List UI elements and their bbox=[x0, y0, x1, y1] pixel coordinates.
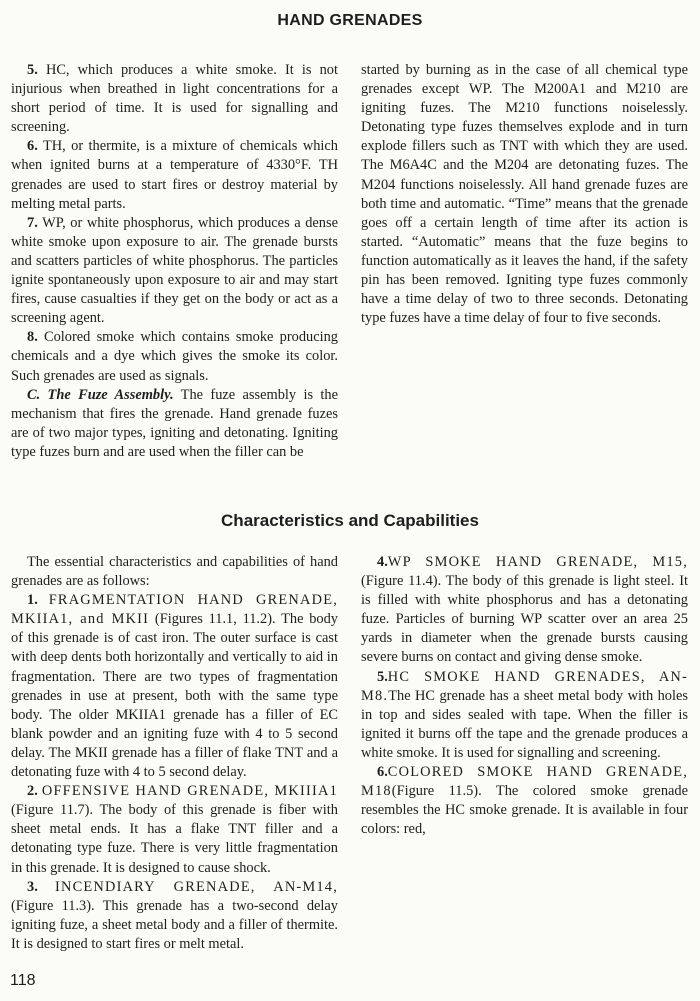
item-number: 1. bbox=[27, 592, 38, 609]
item-text: (Figure 11.7). The body of this grenade is fiber with sheet metal ends. It has a flake TNT filler and a detonating type fuze. There is very little fragmentation in this grenade. It is designed to cause shock. bbox=[11, 802, 338, 876]
list-item bbox=[361, 668, 688, 763]
running-head: HAND GRENADES bbox=[277, 12, 423, 29]
item-number: 3. bbox=[27, 878, 38, 895]
item-title: COLORED SMOKE HAND GRENADE, M18 bbox=[361, 764, 688, 800]
paragraph-text: WP, or white phosphorus, which produces a dense white smoke upon exposure to air. The grenade bursts and scatters particles of white phosphorus. The particles ignite spontaneously upon exposure to air and may start fires, cause casualties if they get on the body or act as a screening agent. bbox=[11, 214, 338, 327]
subsection-label: C. The Fuze Assembly. bbox=[27, 386, 174, 403]
item-text: (Figure 11.3). This grenade has a two-second delay igniting fuze, a sheet metal body and a filler of thermite. It is designed to start fires or melt metal. bbox=[11, 897, 338, 952]
item-title: INCENDIARY GRENADE, AN-M14, bbox=[55, 878, 338, 895]
item-text: The HC grenade has a sheet metal body with holes in top and sides sealed with tape. When the filler is ignited it burns off the tape and the grenade produces a white smoke. It is used for signalling and screening. bbox=[361, 687, 688, 761]
paragraph-text: TH, or thermite, is a mixture of chemicals which when ignited burns at a temperature of 4330°F. TH grenades are used to start fires or destroy material by melting metal parts. bbox=[11, 138, 338, 212]
intro-paragraph: The essential characteristics and capabilities of hand grenades are as follows: bbox=[11, 554, 338, 590]
paragraph-text: started by burning as in the case of all chemical type grenades except WP. The M200A1 and M210 are igniting fuzes. The M210 functions noiselessly. Detonating type fuzes themselves explode and in turn explode fillers such as TNT with which they are used. The M6A4C and the M204 are detonating fuzes. The M204 functions noiselessly. All hand grenade fuzes are both time and automatic. “Time” means that the grenade goes off a certain length of time after its action is started. “Automatic” means that the fuze begins to function automatically as it leaves the hand, if the safety pin has been removed. Igniting type fuzes commonly have a time delay of two to three seconds. Detonating type fuzes have a time delay of four to five seconds. bbox=[361, 62, 688, 327]
list-item bbox=[361, 553, 688, 668]
page-number: 118 bbox=[10, 972, 36, 989]
item-number: 6. bbox=[27, 138, 38, 155]
column-bottom-right bbox=[361, 553, 688, 839]
item-text: (Figure 11.4). The body of this grenade is light steel. It is filled with white phosphorus and has a detonating fuze. Particles of burning WP scatter over an area 25 yards in diameter when the grenade bursts causing severe burns on contact and giving dense smoke. bbox=[361, 573, 688, 666]
paragraph-fuze-assembly bbox=[11, 386, 338, 462]
list-item bbox=[11, 782, 338, 877]
column-top-left bbox=[11, 61, 338, 462]
paragraph-text: HC, which produces a white smoke. It is not injurious when breathed in light concentrations for a short period of time. It is used for signalling and screening. bbox=[11, 62, 338, 136]
item-text: (Figure 11.5). The colored smoke grenade resembles the HC smoke grenade. It is available in four colors: red, bbox=[361, 783, 688, 838]
paragraph-text: The fuze assembly is the mechanism that fires the grenade. Hand grenade fuzes are of two major types, igniting and detonating. Igniting type fuzes burn and are used when the filler can be bbox=[11, 386, 339, 460]
item-text: (Figures 11.1, 11.2). The body of this grenade is of cast iron. The outer surface is cast with deep dents both horizontally and vertically to aid in fragmentation. There are two types of fragmentation grenades in use at present, both with the same type body. The older MKIIA1 grenade has a filler of EC blank powder and an igniting fuze with 4 to 5 second delay. The MKII grenade has a filler of flake TNT and a detonating fuze with 4 to 5 second delay. bbox=[11, 611, 338, 781]
item-number: 2. bbox=[27, 783, 38, 800]
paragraph-colored-smoke bbox=[11, 328, 338, 385]
item-title: FRAGMENTATION HAND GRENADE, MKIIA1, and MKII bbox=[11, 592, 338, 628]
item-number: 5. bbox=[377, 668, 388, 685]
item-number: 5. bbox=[27, 62, 38, 78]
item-number: 6. bbox=[377, 764, 388, 781]
list-item bbox=[11, 878, 338, 954]
item-number: 4. bbox=[377, 554, 388, 570]
item-number: 8. bbox=[27, 329, 38, 346]
list-item bbox=[11, 591, 338, 782]
item-title: HC SMOKE HAND GRENADES, AN-M8. bbox=[361, 668, 688, 704]
paragraph-th bbox=[11, 137, 338, 213]
item-number: 7. bbox=[27, 214, 38, 231]
paragraph-fuze-assembly bbox=[361, 61, 688, 328]
column-top-right bbox=[361, 61, 688, 328]
paragraph-hc bbox=[11, 61, 338, 137]
paragraph-wp bbox=[11, 214, 338, 329]
list-item bbox=[361, 763, 688, 839]
item-title: WP SMOKE HAND GRENADE, M15, bbox=[387, 554, 688, 570]
column-bottom-left bbox=[11, 553, 338, 954]
paragraph-text: Colored smoke which contains smoke producing chemicals and a dye which gives the smoke its color. Such grenades are used as signals. bbox=[11, 329, 338, 384]
item-title: OFFENSIVE HAND GRENADE, MKIIIA1 bbox=[41, 783, 338, 800]
section-heading: Characteristics and Capabilities bbox=[221, 511, 479, 530]
